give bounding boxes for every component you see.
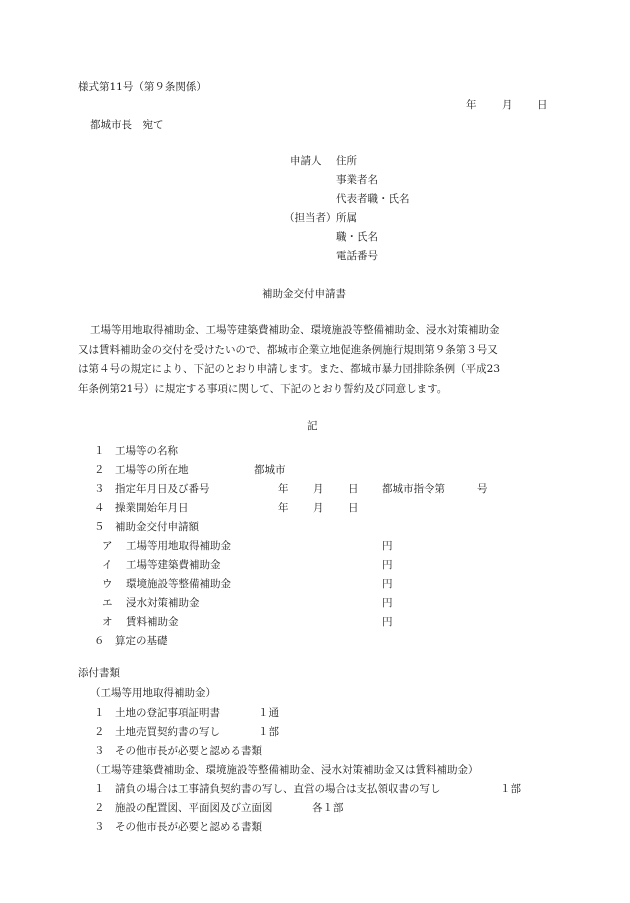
applicant-representative: 代表者職・氏名 <box>336 193 410 205</box>
subsidy-kana: ウ <box>102 578 113 590</box>
document-title: 補助金交付申請書 <box>262 288 346 300</box>
subsidy-label: 環境施設等整備補助金 <box>126 578 231 590</box>
contact-label: （担当者） <box>284 212 337 224</box>
attachment-group-1-title: （工場等用地取得補助金） <box>90 687 216 699</box>
attachment-number: ３ <box>94 745 105 757</box>
attachment-number: ３ <box>94 821 105 833</box>
body-line: 工場等用地取得補助金、工場等建築費補助金、環境施設等整備補助金、浸水対策補助金 <box>90 324 500 336</box>
item-6-label: 算定の基礎 <box>115 635 168 647</box>
contact-department: 所属 <box>336 212 357 224</box>
attachment-group-2-title: （工場等建築費補助金、環境施設等整備補助金、浸水対策補助金又は賃料補助金） <box>90 764 479 776</box>
attachment-label: 施設の配置図、平面図及び立面図 <box>115 802 273 814</box>
item-3-label: 指定年月日及び番号 <box>115 483 210 495</box>
applicant-address: 住所 <box>336 155 357 167</box>
body-line: 年条例第21号）に規定する事項に関して、下記のとおり誓約及び同意します。 <box>78 382 448 395</box>
attachment-label: 請負の場合は工事請負契約書の写し、直営の場合は支払領収書の写し <box>115 783 441 795</box>
body-line: は第４号の規定により、下記のとおり申請します。また、都城市暴力団排除条例（平成23 <box>78 363 501 375</box>
item-4-label: 操業開始年月日 <box>115 502 189 514</box>
subsidy-kana: エ <box>102 597 113 609</box>
item-1-label: 工場等の名称 <box>115 445 178 457</box>
subsidy-label: 工場等建築費補助金 <box>126 559 221 571</box>
ki-heading: 記 <box>307 420 318 432</box>
date-month: 月 <box>502 99 513 111</box>
attachment-number: ２ <box>94 726 105 738</box>
subsidy-kana: イ <box>102 559 113 571</box>
attachment-qty: 各１部 <box>312 802 344 814</box>
attachments-heading: 添付書類 <box>78 667 120 679</box>
attachment-label: その他市長が必要と認める書類 <box>115 745 262 757</box>
item-4-day: 日 <box>348 502 359 514</box>
item-3-designation: 都城市指令第 <box>382 483 445 495</box>
attachment-label: 土地売買契約書の写し <box>115 726 220 738</box>
attachment-qty: １部 <box>258 726 279 738</box>
item-4-number: ４ <box>94 502 105 514</box>
attachment-qty: １部 <box>500 783 521 795</box>
item-5-number: ５ <box>94 521 105 533</box>
subsidy-unit: 円 <box>382 616 393 628</box>
subsidy-label: 賃料補助金 <box>126 616 179 628</box>
form-number: 様式第11号（第９条関係） <box>78 81 207 93</box>
attachment-number: ２ <box>94 802 105 814</box>
attachment-qty: １通 <box>258 707 279 719</box>
item-4-month: 月 <box>313 502 324 514</box>
date-day: 日 <box>537 99 548 111</box>
body-paragraph <box>78 321 556 399</box>
item-3-go: 号 <box>477 483 488 495</box>
attachment-label: 土地の登記事項証明書 <box>115 707 220 719</box>
applicant-label: 申請人 <box>290 155 322 167</box>
item-6-number: ６ <box>94 635 105 647</box>
subsidy-kana: ア <box>102 540 113 552</box>
item-3-day: 日 <box>348 483 359 495</box>
subsidy-unit: 円 <box>382 597 393 609</box>
applicant-business-name: 事業者名 <box>336 174 378 186</box>
item-2-label: 工場等の所在地 <box>115 464 189 476</box>
subsidy-unit: 円 <box>382 559 393 571</box>
item-5-label: 補助金交付申請額 <box>115 521 199 533</box>
item-4-year: 年 <box>278 502 289 514</box>
body-line: 又は賃料補助金の交付を受けたいので、都城市企業立地促進条例施行規則第９条第３号又 <box>78 343 498 356</box>
item-2-number: ２ <box>94 464 105 476</box>
date-year: 年 <box>466 99 477 111</box>
addressee: 都城市長 宛て <box>90 119 164 131</box>
subsidy-unit: 円 <box>382 578 393 590</box>
subsidy-label: 工場等用地取得補助金 <box>126 540 231 552</box>
item-3-year: 年 <box>278 483 289 495</box>
contact-title-name: 職・氏名 <box>336 231 378 243</box>
contact-phone: 電話番号 <box>336 250 378 262</box>
item-1-number: １ <box>94 445 105 457</box>
attachment-number: １ <box>94 783 105 795</box>
subsidy-kana: オ <box>102 616 113 628</box>
item-3-number: ３ <box>94 483 105 495</box>
item-2-value: 都城市 <box>254 464 286 476</box>
subsidy-label: 浸水対策補助金 <box>126 597 200 609</box>
attachment-label: その他市長が必要と認める書類 <box>115 821 262 833</box>
subsidy-unit: 円 <box>382 540 393 552</box>
item-3-month: 月 <box>313 483 324 495</box>
attachment-number: １ <box>94 707 105 719</box>
